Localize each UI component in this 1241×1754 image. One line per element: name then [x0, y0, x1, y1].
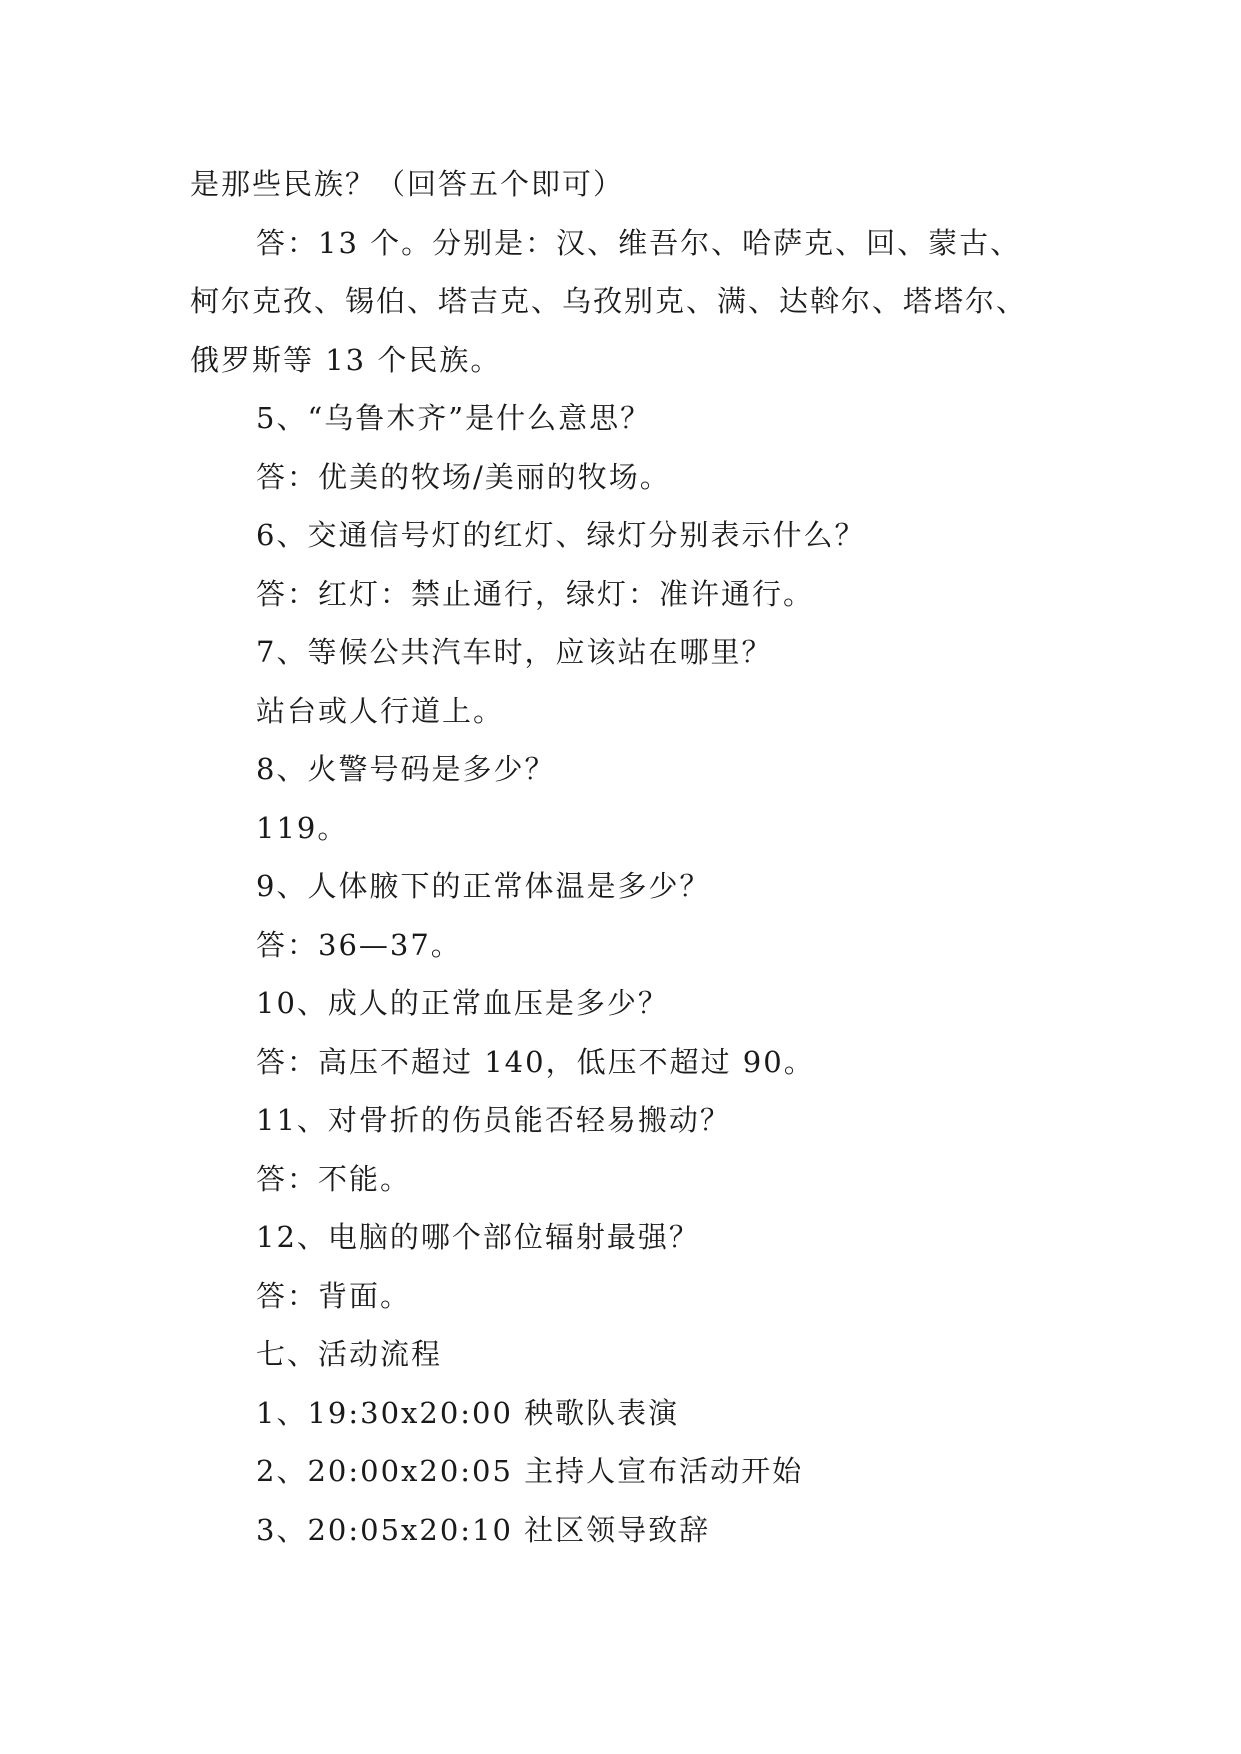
- answer-line: 119。: [256, 810, 349, 845]
- schedule-item: 1、19:30x20:00 秧歌队表演: [256, 1395, 680, 1430]
- section-heading: 七、活动流程: [256, 1337, 443, 1371]
- question-line: 5、“乌鲁木齐”是什么意思？: [256, 401, 652, 435]
- answer-line: 答：高压不超过 140，低压不超过 90。: [256, 1044, 815, 1079]
- text-line: 柯尔克孜、锡伯、塔吉克、乌孜别克、满、达斡尔、塔塔尔、: [190, 284, 1028, 318]
- question-line: 9、人体腋下的正常体温是多少？: [256, 869, 711, 903]
- answer-line: 答：红灯：禁止通行，绿灯：准许通行。: [256, 576, 815, 611]
- text-line: 答：13 个。分别是：汉、维吾尔、哈萨克、回、蒙古、: [256, 225, 1022, 260]
- schedule-item: 3、20:05x20:10 社区领导致辞: [256, 1512, 711, 1547]
- document-body: [190, 155, 1070, 1559]
- answer-line: 答：优美的牧场/美丽的牧场。: [256, 459, 671, 494]
- answer-line: 答：36—37。: [256, 927, 462, 962]
- question-line: 8、火警号码是多少？: [256, 752, 556, 786]
- answer-line: 答：背面。: [256, 1278, 412, 1313]
- text-line: 是那些民族？（回答五个即可）: [190, 167, 625, 201]
- question-line: 6、交通信号灯的红灯、绿灯分别表示什么？: [256, 518, 866, 552]
- question-line: 10、成人的正常血压是多少？: [256, 986, 669, 1020]
- answer-line: 答：不能。: [256, 1161, 412, 1196]
- question-line: 7、等候公共汽车时，应该站在哪里？: [256, 635, 773, 669]
- answer-line: 站台或人行道上。: [256, 693, 505, 728]
- schedule-item: 2、20:00x20:05 主持人宣布活动开始: [256, 1454, 804, 1488]
- question-line: 11、对骨折的伤员能否轻易搬动？: [256, 1103, 731, 1137]
- text-line: 俄罗斯等 13 个民族。: [190, 342, 502, 377]
- question-line: 12、电脑的哪个部位辐射最强？: [256, 1220, 700, 1254]
